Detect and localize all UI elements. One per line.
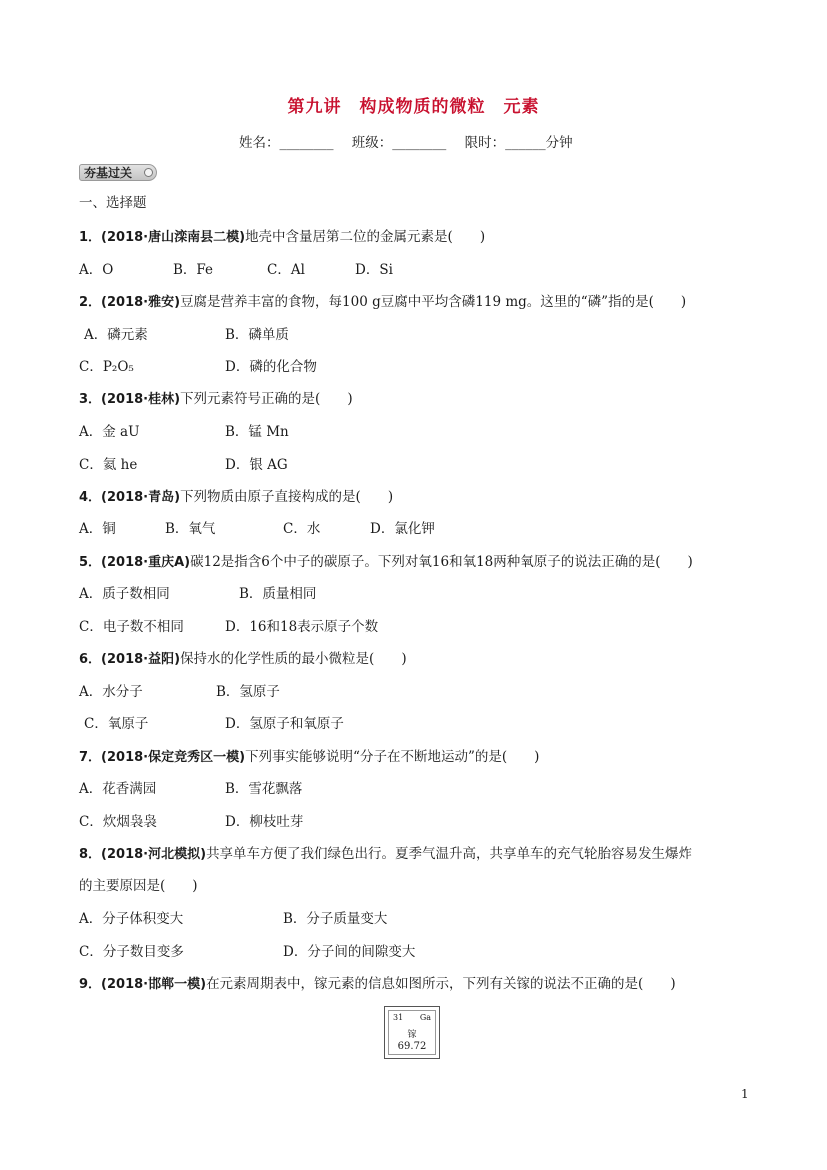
badge-circle-icon [144,168,153,177]
student-info [239,131,587,151]
q3-option-b: B．锰 Mn [225,424,289,440]
q4-option-c: C．水 [283,521,321,537]
q4-option-b: B．氧气 [165,521,216,537]
q1-option-a: A．O [79,262,114,278]
question-8-continued: 的主要原因是( ) [79,878,198,894]
q5-option-c: C．电子数不相同 [79,619,184,635]
q1-option-d: D．Si [355,262,393,278]
q7-option-a: A．花香满园 [79,781,157,797]
question-3: 3．(2018·桂林)下列元素符号正确的是( ) [79,391,353,407]
question-4: 4．(2018·青岛)下列物质由原子直接构成的是( ) [79,489,394,505]
atomic-mass: 69.72 [397,1041,427,1052]
q7-option-c: C．炊烟袅袅 [79,814,157,830]
element-name: 镓 [407,1030,417,1040]
q3-option-c: C．氦 he [79,457,138,473]
question-9: 9．(2018·邯郸一模)在元素周期表中，镓元素的信息如图所示，下列有关镓的说法不正确的是( ) [79,976,676,992]
page-title: 第九讲 构成物质的微粒 元素 [287,97,540,117]
element-symbol: Ga [419,1013,431,1022]
q7-option-d: D．柳枝吐芽 [225,814,304,830]
q5-option-d: D．16和18表示原子个数 [225,619,379,635]
q2-option-a: A．磷元素 [84,327,148,343]
page-number: 1 [741,1087,749,1101]
element-card-gallium [384,1006,440,1059]
q3-option-a: A．金 aU [79,424,140,440]
atomic-number: 31 [393,1013,404,1022]
section-badge-label: 夯基过关 [84,166,133,180]
q8-option-a: A．分子体积变大 [79,911,184,927]
q3-option-d: D．银 AG [225,457,288,473]
class-field: 班级：________ [351,135,447,151]
q7-option-b: B．雪花飘落 [225,781,303,797]
q6-option-a: A．水分子 [79,684,143,700]
q1-option-c: C．Al [267,262,305,278]
question-6: 6．(2018·益阳)保持水的化学性质的最小微粒是( ) [79,651,407,667]
section-badge [79,164,157,181]
q2-option-b: B．磷单质 [225,327,289,343]
q6-option-c: C．氧原子 [84,716,149,732]
q4-option-d: D．氯化钾 [370,521,435,537]
q5-option-a: A．质子数相同 [79,586,170,602]
q8-option-c: C．分子数目变多 [79,944,184,960]
q1-option-b: B．Fe [173,262,214,278]
time-field: 限时：______分钟 [464,135,573,151]
section-heading: 一、选择题 [79,195,147,211]
q5-option-b: B．质量相同 [239,586,317,602]
q6-option-d: D．氢原子和氧原子 [225,716,344,732]
q2-option-d: D．磷的化合物 [225,359,317,375]
q2-option-c: C．P₂O₅ [79,359,134,375]
question-7: 7．(2018·保定竞秀区一模)下列事实能够说明“分子在不断地运动”的是( ) [79,749,540,765]
q8-option-d: D．分子间的间隙变大 [283,944,416,960]
question-2: 2．(2018·雅安)豆腐是营养丰富的食物，每100 g豆腐中平均含磷119 mg。这里的“磷”指的是( ) [79,294,687,310]
q8-option-b: B．分子质量变大 [283,911,388,927]
question-5: 5．(2018·重庆A)碳12是指含6个中子的碳原子。下列对氧16和氧18两种氧原子的说法正确的是( ) [79,554,693,570]
question-8: 8．(2018·河北模拟)共享单车方便了我们绿色出行。夏季气温升高，共享单车的充气轮胎容易发生爆炸 [79,846,693,862]
q4-option-a: A．铜 [79,521,116,537]
name-field: 姓名：________ [239,135,334,151]
q6-option-b: B．氢原子 [216,684,280,700]
question-1: 1．(2018·唐山滦南县二模)地壳中含量居第二位的金属元素是( ) [79,229,486,245]
